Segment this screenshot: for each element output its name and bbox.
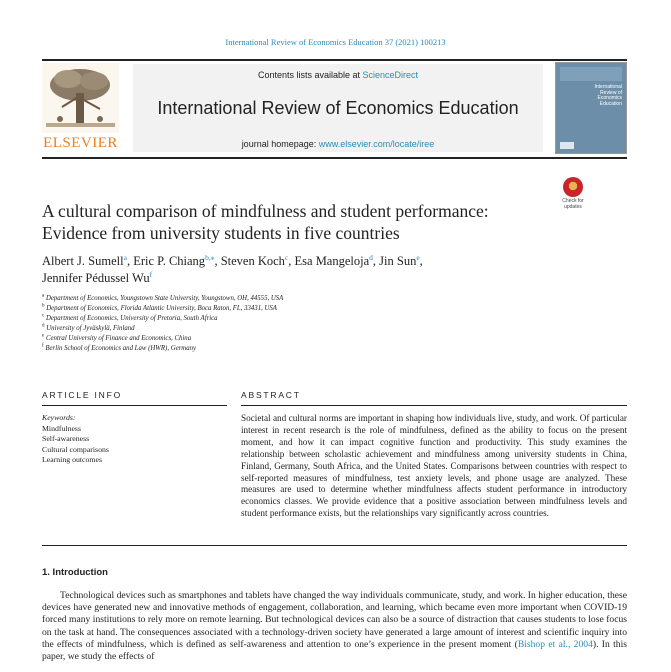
- cover-elsevier-mark: [560, 142, 574, 149]
- affiliation-item: [42, 314, 602, 324]
- article-info-rule: [42, 405, 227, 406]
- affiliation-sup: e: [42, 333, 45, 339]
- affiliation-text: Department of Economics, University of Pretoria, South Africa: [45, 314, 218, 322]
- abstract-bottom-rule: [42, 545, 627, 546]
- affiliation-sup: d: [42, 323, 45, 329]
- journal-title: International Review of Economics Education: [157, 98, 519, 118]
- article-title: [42, 201, 562, 244]
- affiliation-text: Department of Economics, Youngstown State University, Youngstown, OH, 44555, USA: [45, 295, 284, 302]
- keywords-label: Keywords:: [42, 413, 76, 422]
- affiliation-sup: f: [42, 343, 44, 349]
- affiliation-sup: c: [42, 313, 45, 319]
- author-affil-sup[interactable]: d: [369, 252, 373, 262]
- author-affil-sup[interactable]: b,⁎: [205, 252, 215, 262]
- affiliation-text: Berlin School of Economics and Law (HWR), Germany: [45, 344, 197, 352]
- check-updates-label: Check for updates: [562, 198, 584, 210]
- keyword[interactable]: Cultural comparisons: [42, 444, 109, 454]
- affiliation-item: [42, 344, 602, 354]
- journal-cover-image[interactable]: [555, 62, 627, 154]
- affiliation-item: [42, 304, 602, 314]
- affiliation-item: [42, 324, 602, 334]
- homepage-line: [133, 139, 543, 149]
- journal-header-box: [133, 64, 543, 152]
- contents-line: [133, 70, 543, 80]
- keyword[interactable]: Self-awareness: [42, 434, 90, 443]
- title-line-1: A cultural comparison of mindfulness and student performance:: [42, 201, 489, 221]
- homepage-link[interactable]: www.elsevier.com/locate/iree: [318, 139, 435, 149]
- abstract-heading: ABSTRACT: [241, 390, 301, 400]
- top-rule: [42, 59, 627, 61]
- affiliation-text: University of Jyväskylä, Finland: [46, 324, 135, 332]
- author-name[interactable]: Jin Sun: [379, 254, 417, 268]
- author-name[interactable]: Eric P. Chiang: [133, 254, 206, 268]
- affiliation-item: [42, 334, 602, 344]
- affiliation-item: [42, 294, 602, 304]
- author-name[interactable]: Steven Koch: [220, 254, 285, 268]
- citation-link[interactable]: Bishop et al., 2004: [517, 638, 593, 650]
- abstract-rule: [241, 405, 627, 406]
- abstract-text: Societal and cultural norms are important in shaping how individuals live, study, and work. Of particular interest in recent research is the role of mindfulness, defined as the ability to focus on the present moment, and how it can impact cognitive function and productivity. This study examines the relationship between scholastic achievement and mindfulness among university students in China, Finland, Germany, South Africa, and the United States. Comparisons between countries with respect to self-reported measures of mindfulness, test anxiety levels, and phone usage are analyzed. These measures are used to determine whether mindfulness affects student performance in introductory economics classes. We provide evidence that a positive association between mindfulness levels and student performance exists, but the relationships vary significantly across countries.: [241, 413, 627, 519]
- homepage-prefix: journal homepage:: [241, 139, 319, 149]
- author-name[interactable]: Albert J. Sumell: [42, 254, 124, 268]
- contents-prefix: Contents lists available at: [257, 70, 363, 80]
- author-affil-sup[interactable]: c: [284, 252, 289, 262]
- affiliation-sup: b: [42, 303, 45, 309]
- intro-text-start: Technological devices such as smartphones and tablets have changed the way individuals communicate, study, and work. In higher education, these devices have generated new and innovative methods of engagement, collaboration, and learning, which became even more important when COVID-19 forced many institutions to rely more on remote learning. But technological devices can also be a source of distraction that causes students to lose focus on the task at hand. The consequences associated with a technology-driven society have generated a large amount of interest and scientific inquiry into the effects of mindfulness, which is defined as self-awareness and attention to one’s experience in the present moment (: [42, 590, 627, 650]
- keyword[interactable]: Mindfulness: [42, 423, 81, 433]
- author-name[interactable]: Jennifer Pédussel Wu: [42, 270, 150, 285]
- introduction-heading: 1. Introduction: [42, 567, 108, 578]
- header-bottom-rule: [42, 157, 627, 159]
- intro-text-end: ). In this paper, we study the effects of: [42, 638, 628, 663]
- author-list: Albert J. Sumell$^a$, Eric P. Chiang$^{b,⁎}$, Steven Koch$^c$, Esa Mangeloja$^d$, Jin Sun$^e$, Jennifer Pédussel Wu$^f$: [42, 252, 423, 285]
- keyword[interactable]: Learning outcomes: [42, 455, 102, 464]
- sciencedirect-link[interactable]: ScienceDirect: [362, 70, 419, 80]
- introduction-paragraph: [42, 590, 627, 663]
- author-affil-sup[interactable]: f: [149, 269, 153, 279]
- affiliation-sup: a: [42, 293, 45, 299]
- journal-reference[interactable]: International Review of Economics Education 37 (2021) 100213: [225, 37, 446, 47]
- keywords-block: [42, 413, 227, 466]
- elsevier-tree-icon: [42, 63, 119, 133]
- article-info-heading: ARTICLE INFO: [42, 390, 123, 400]
- author-affil-sup[interactable]: a: [123, 252, 127, 262]
- cover-title: International Review of Economics Education: [594, 84, 622, 107]
- author-name[interactable]: Esa Mangeloja: [294, 254, 370, 268]
- affiliation-text: Central University of Finance and Economics, China: [45, 334, 192, 342]
- affiliation-text: Department of Economics, Florida Atlantic University, Boca Raton, FL, 33431, USA: [46, 304, 277, 312]
- elsevier-wordmark: ELSEVIER: [43, 135, 118, 151]
- elsevier-logo: [42, 63, 119, 153]
- affiliations: [42, 294, 602, 353]
- cover-banner: [560, 67, 622, 81]
- title-line-2: Evidence from university students in five countries: [42, 222, 400, 243]
- check-updates-icon: [563, 177, 583, 197]
- author-affil-sup[interactable]: e: [416, 252, 420, 262]
